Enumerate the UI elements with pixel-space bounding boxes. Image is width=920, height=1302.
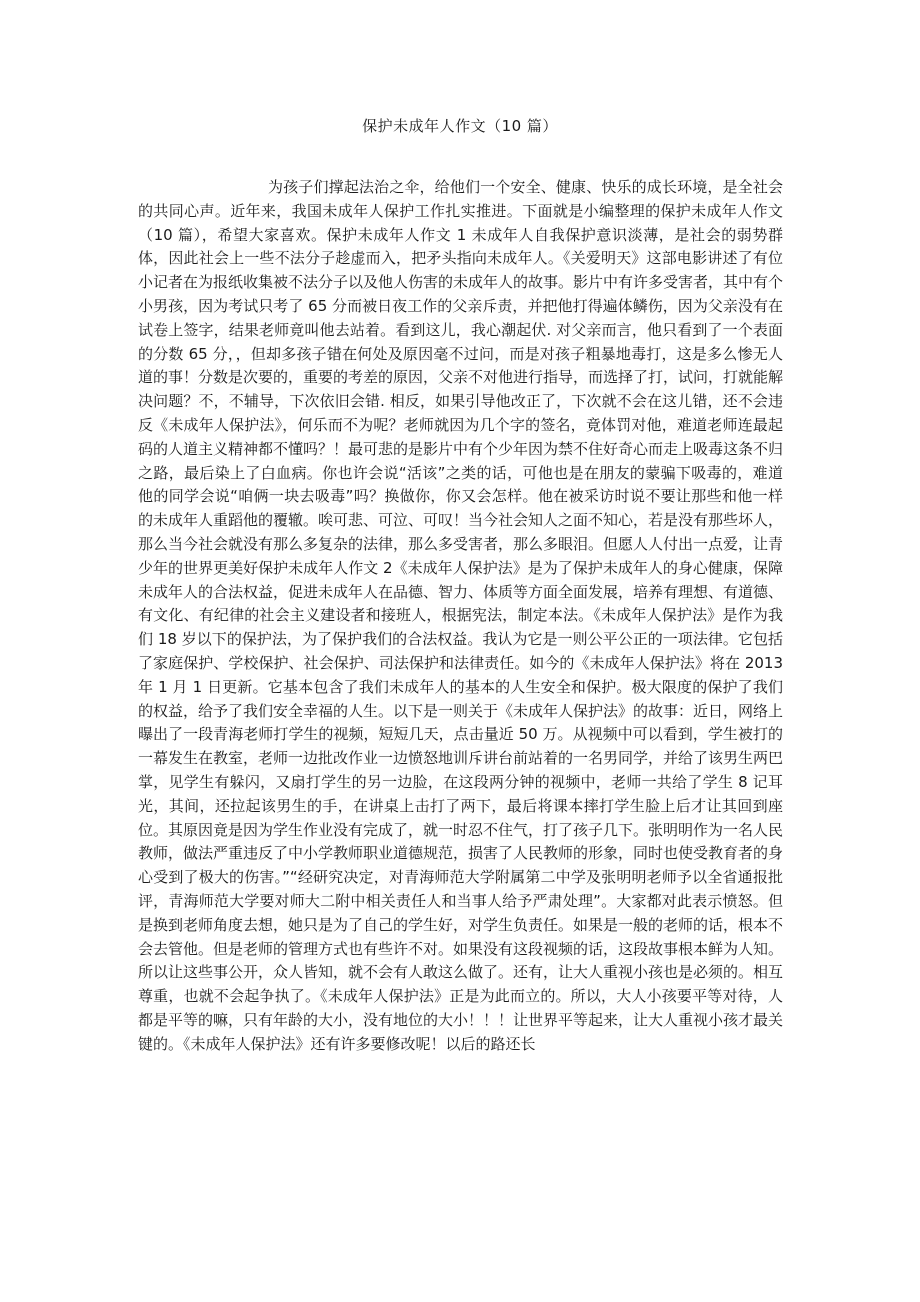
document-body-paragraph: 为孩子们撑起法治之伞，给他们一个安全、健康、快乐的成长环境，是全社会的共同心声。近年来，我国未成年人保护工作扎实推进。下面就是小编整理的保护未成年人作文（10 篇），希望大家喜欢。保护未成年人作文 1 未成年人自我保护意识淡薄，是社会的弱势群体，因此社会上一些不法分子趁虚而入，把矛头指向未成年人。《关爱明天》这部电影讲述了有位小记者在为报纸收集被不法分子以及他人伤害的未成年人的故事。影片中有许多受害者，其中有个小男孩，因为考试只考了 65 分而被日夜工作的父亲斥责，并把他打得遍体鳞伤，因为父亲没有在试卷上签字，结果老师竟叫他去站着。看到这儿，我心潮起伏. 对父亲而言，他只看到了一个表面的分数 65 分，，但却多孩子错在何处及原因毫不过问，而是对孩子粗暴地毒打，这是多么惨无人道的事！分数是次要的，重要的考差的原因，父亲不对他进行指导，而选择了打，试问，打就能解决问题？不，不辅导，下次依旧会错. 相反，如果引导他改正了，下次就不会在这儿错，还不会违反《未成年人保护法》，何乐而不为呢？老师就因为几个字的签名，竟体罚对他，难道老师连最起码的人道主义精神都不懂吗？！最可悲的是影片中有个少年因为禁不住好奇心而走上吸毒这条不归之路，最后染上了白血病。你也许会说“活该”之类的话，可他也是在朋友的蒙骗下吸毒的，难道他的同学会说“咱俩一块去吸毒”吗？换做你，你又会怎样。他在被采访时说不要让那些和他一样的未成年人重蹈他的覆辙。唉可悲、可泣、可叹！当今社会知人之面不知心，若是没有那些坏人，那么当今社会就没有那么多复杂的法律，那么多受害者，那么多眼泪。但愿人人付出一点爱，让青少年的世界更美好保护未成年人作文 2《未成年人保护法》是为了保护未成年人的身心健康，保障未成年人的合法权益，促进未成年人在品德、智力、体质等方面全面发展，培养有理想、有道德、有文化、有纪律的社会主义建设者和接班人，根据宪法，制定本法。《未成年人保护法》是作为我们 18 岁以下的保护法，为了保护我们的合法权益。我认为它是一则公平公正的一项法律。它包括了家庭保护、学校保护、社会保护、司法保护和法律责任。如今的《未成年人保护法》将在 2013 年 1 月 1 日更新。它基本包含了我们未成年人的基本的人生安全和保护。极大限度的保护了我们的权益，给予了我们安全幸福的人生。以下是一则关于《未成年人保护法》的故事：近日，网络上曝出了一段青海老师打学生的视频，短短几天，点击量近 50 万。从视频中可以看到，学生被打的一幕发生在教室，老师一边批改作业一边愤怒地训斥讲台前站着的一名男同学，并给了该男生两巴掌，见学生有躲闪，又扇打学生的另一边脸，在这段两分钟的视频中，老师一共给了学生 8 记耳光，其间，还拉起该男生的手，在讲桌上击打了两下，最后将课本摔打学生脸上后才让其回到座位。其原因竟是因为学生作业没有完成了，就一时忍不住气，打了孩子几下。张明明作为一名人民教师，做法严重违反了中小学教师职业道德规范，损害了人民教师的形象，同时也使受教育者的身心受到了极大的伤害。”“经研究决定，对青海师范大学附属第二中学及张明明老师予以全省通报批评，青海师范大学要对师大二附中相关责任人和当事人给予严肃处理”。大家都对此表示愤怒。但是换到老师角度去想，她只是为了自己的学生好，对学生负责任。如果是一般的老师的话，根本不会去管他。但是老师的管理方式也有些许不对。如果没有这段视频的话，这段故事根本鲜为人知。所以让这些事公开，众人皆知，就不会有人敢这么做了。还有，让大人重视小孩也是必须的。相互尊重，也就不会起争执了。《未成年人保护法》正是为此而立的。所以，大人小孩要平等对待，人都是平等的嘛，只有年龄的大小，没有地位的大小！！！让世界平等起来，让大人重视小孩才最关键的。《未成年人保护法》还有许多要修改呢！以后的路还长 xyxy=(138,178,784,1053)
document-title: 保护未成年人作文（10 篇） xyxy=(362,117,558,135)
